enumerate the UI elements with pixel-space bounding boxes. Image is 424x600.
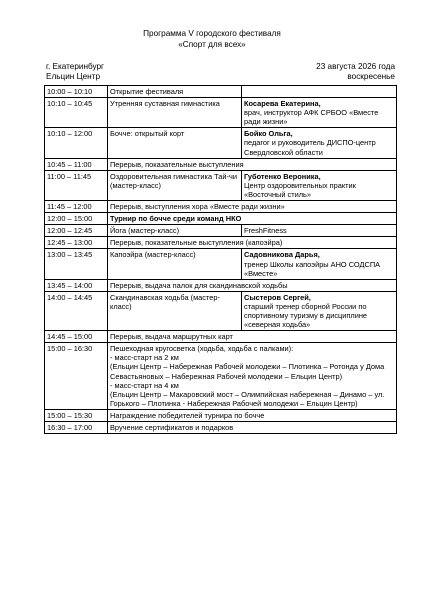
host-detail: FreshFitness [244,226,287,236]
date-block [316,62,395,82]
schedule-time: 10:00 – 10:10 [45,86,108,98]
schedule-event: Пешеходная кругосветка (ходьба, ходьба с палками): - масс-старт на 2 км (Ельцин Центр – Набережная Рабочей молодежи – Плотинка – Ротонда у Дома Севастьяновых – Набережная Рабочей молодежи – Ельцин Центр) - масс-старт на 4 км (Ельцин Центр – Макаровский мост – Олимпийская набережная – Динамо – ул. Горького – Плотинка - Набережная Рабочей молодежи – Ельцин Центр) [108,343,397,410]
schedule-event: Перерыв, показательные выступления [108,158,397,170]
schedule-row [45,213,397,225]
schedule-event: Вручение сертификатов и подарков [108,422,397,434]
schedule-time: 16:30 – 17:00 [45,422,108,434]
schedule-row [45,249,397,279]
program-title-line1: Программа V городского фестиваля [143,29,281,38]
program-title-line2: «Спорт для всех» [178,39,246,49]
schedule-time: 11:45 – 12:00 [45,201,108,213]
program-title [0,29,424,50]
host-name: Косарева Екатерина, [244,99,321,109]
schedule-time: 15:00 – 16:30 [45,343,108,410]
weekday-label: воскресенье [347,72,395,81]
schedule-host [242,86,397,98]
schedule-time: 14:45 – 15:00 [45,331,108,343]
host-detail: врач, инструктор АФК СРБОО «Вместе ради жизни» [244,108,379,127]
schedule-event: Награждение победителей турнира по бочче [108,409,397,421]
host-detail: тренер Школы капоэйры АНО СОДСПА «Вместе» [244,259,381,278]
schedule-row [45,331,397,343]
schedule-activity: Скандинавская ходьба (мастер-класс) [108,291,242,330]
schedule-host [242,249,397,279]
schedule-time: 15:00 – 15:30 [45,409,108,421]
city-label: г. Екатеринбург [46,62,105,71]
schedule-row [45,225,397,237]
schedule-time: 10:10 – 12:00 [45,128,108,158]
schedule-event: Перерыв, показательные выступления (капоэйра) [108,237,397,249]
schedule-time: 11:00 – 11:45 [45,170,108,200]
schedule-time: 12:45 – 13:00 [45,237,108,249]
schedule-activity: Утренняя суставная гимнастика [108,98,242,128]
schedule-time: 13:00 – 13:45 [45,249,108,279]
schedule-row [45,98,397,128]
schedule-time: 13:45 – 14:00 [45,279,108,291]
schedule-activity: Йога (мастер-класс) [108,225,242,237]
schedule-row [45,279,397,291]
schedule-row [45,237,397,249]
schedule-host [242,170,397,200]
schedule-host [242,225,397,237]
schedule-time: 14:00 – 14:45 [45,291,108,330]
schedule-row [45,343,397,410]
host-detail: Центр оздоровительных практик «Восточный стиль» [244,180,356,199]
venue-label: Ельцин Центр [46,72,100,81]
schedule-row [45,422,397,434]
schedule-row [45,86,397,98]
schedule-activity: Открытие фестиваля [108,86,242,98]
schedule-time: 12:00 – 12:45 [45,225,108,237]
schedule-row [45,128,397,158]
schedule-table [44,85,397,434]
schedule-row [45,201,397,213]
host-name: Сыстеров Сергей, [244,292,311,302]
schedule-event: Перерыв, выдача палок для скандинавской ходьбы [108,279,397,291]
host-name: Садовникова Дарья, [244,250,320,260]
schedule-row [45,409,397,421]
schedule-host [242,128,397,158]
schedule-event: Турнир по бочче среди команд НКО [108,213,397,225]
schedule-row [45,291,397,330]
schedule-event: Перерыв, выступления хора «Вместе ради жизни» [108,201,397,213]
schedule-activity: Капоэйра (мастер-класс) [108,249,242,279]
schedule-event: Перерыв, выдача маршрутных карт [108,331,397,343]
schedule-time: 12:00 – 15:00 [45,213,108,225]
schedule-activity: Бочче: открытый корт [108,128,242,158]
schedule-row [45,170,397,200]
location-block [46,62,104,82]
schedule-row [45,158,397,170]
schedule-time: 10:45 – 11:00 [45,158,108,170]
date-label: 23 августа 2026 года [316,62,395,71]
schedule-host [242,291,397,330]
host-name: Губотенко Вероника, [244,171,321,181]
schedule-activity: Оздоровительная гимнастика Тай-чи (мастер-класс) [108,170,242,200]
host-detail: старший тренер сборной России по спортивному туризму в дисциплине «северная ходьба» [244,301,368,330]
host-detail: педагог и руководитель ДИСПО-центр Свердловской области [244,138,376,157]
schedule-time: 10:10 – 10:45 [45,98,108,128]
host-name: Бойко Ольга, [244,129,293,139]
schedule-host [242,98,397,128]
